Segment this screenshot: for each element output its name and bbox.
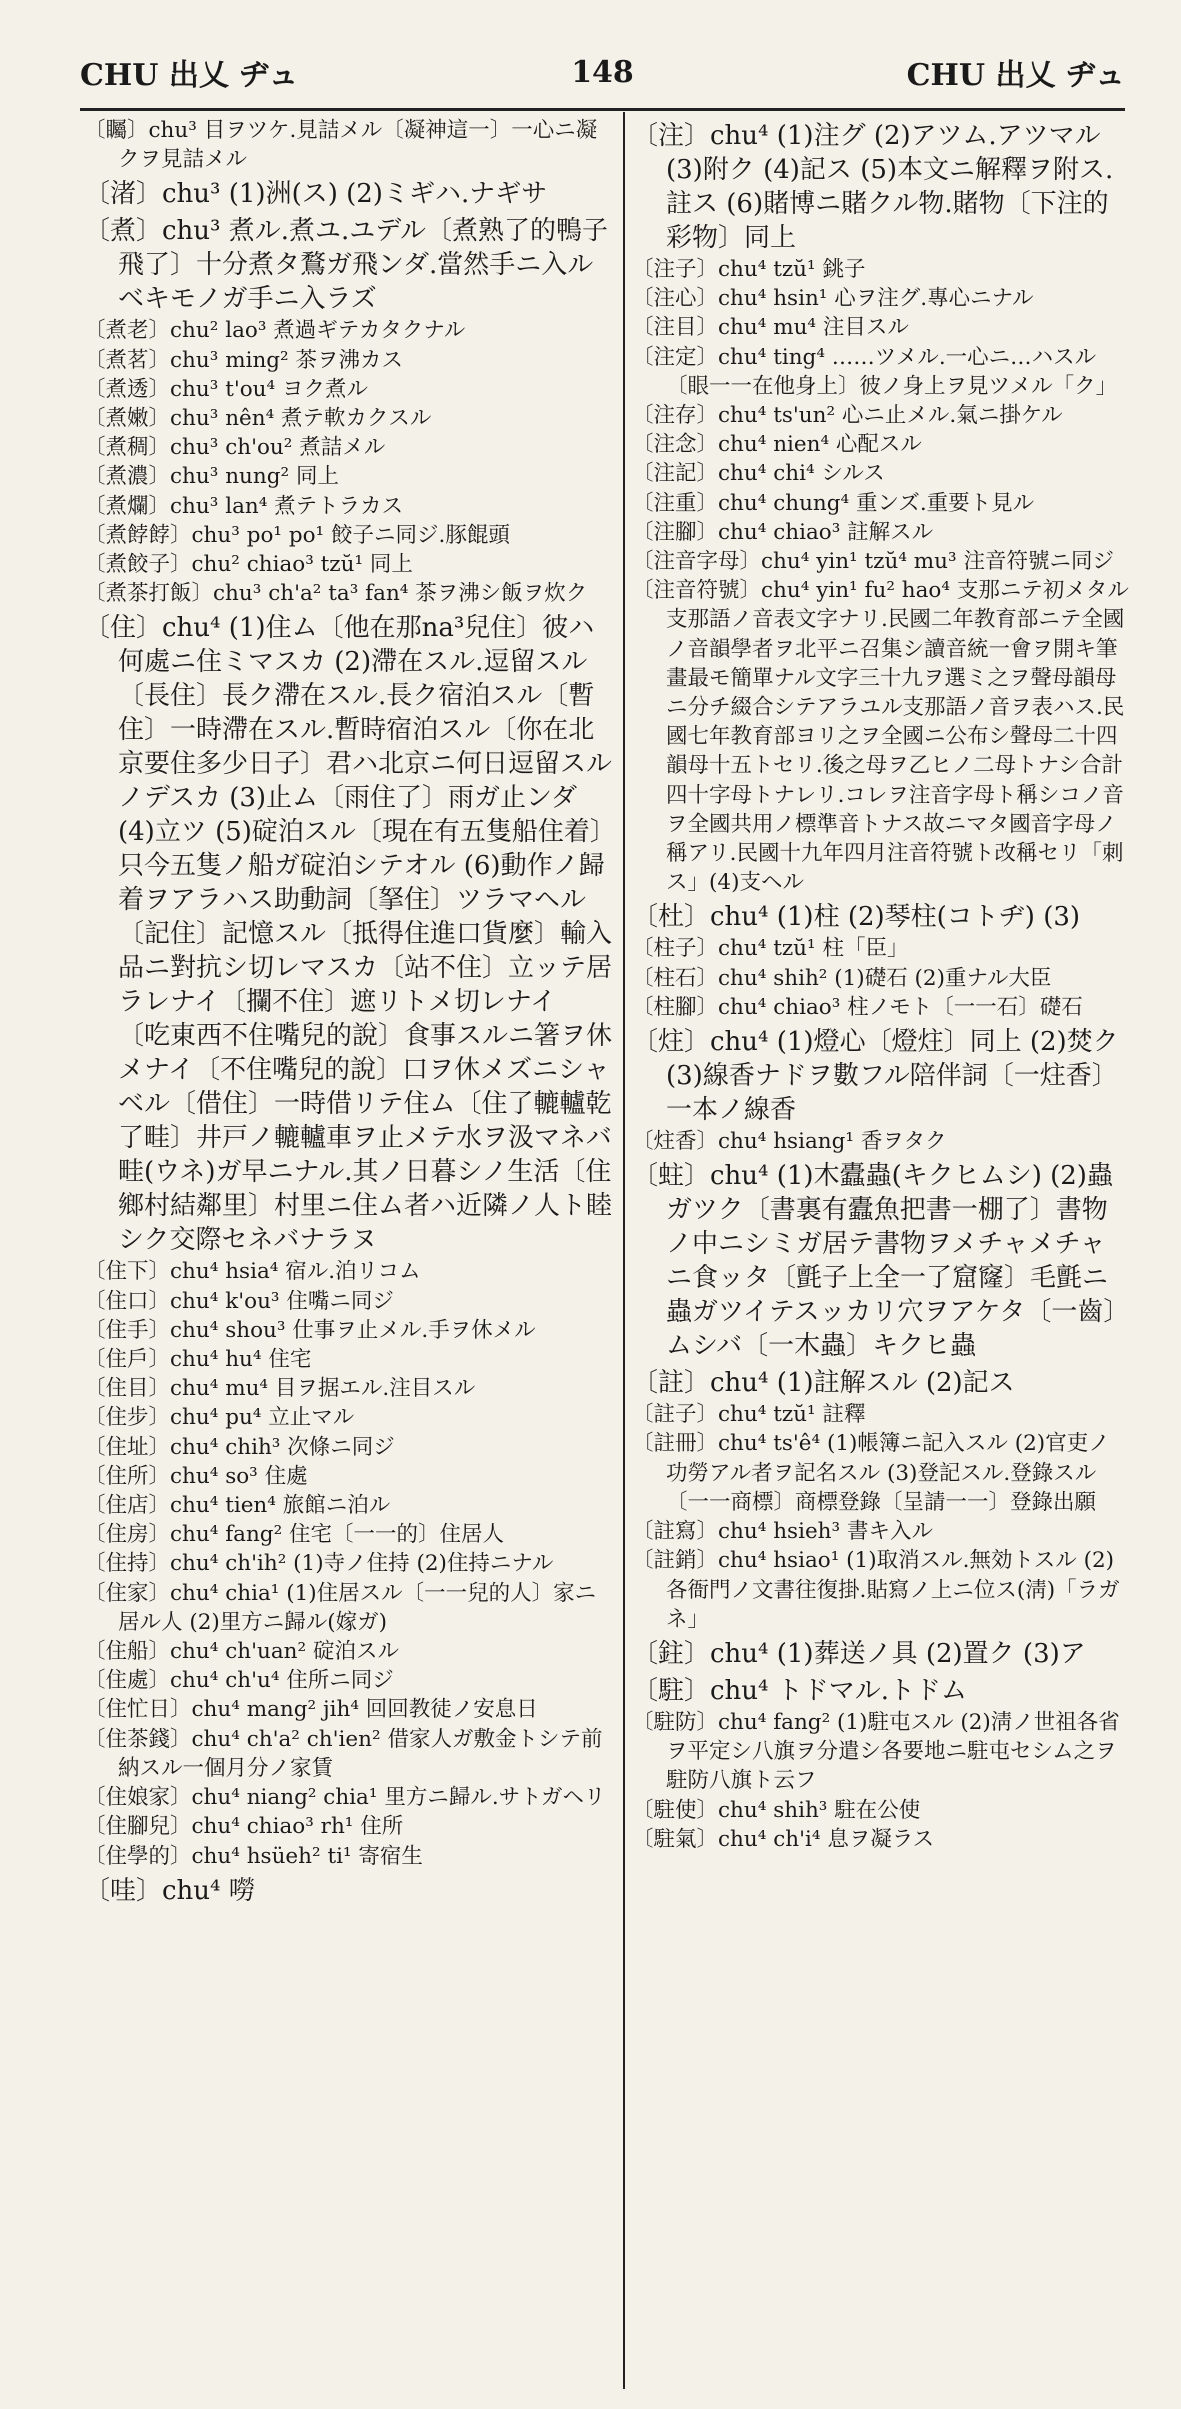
dictionary-entry: 〔注存〕chu⁴ ts'un² 心ニ止メル.氣ニ掛ケル — [632, 403, 1063, 429]
dictionary-entry: 〔注目〕chu⁴ mu⁴ 注目スル — [632, 315, 909, 341]
dictionary-entry: 〔住持〕chu⁴ ch'ih² (1)寺ノ住持 (2)住持ニナル — [84, 1551, 554, 1577]
dictionary-entry: 〔注心〕chu⁴ hsin¹ 心ヲ注グ.專心ニナル — [632, 286, 1034, 312]
dictionary-entry: 〔煮茗〕chu³ ming² 茶ヲ沸カス — [84, 347, 404, 373]
dictionary-entry: 〔住目〕chu⁴ mu⁴ 目ヲ据エル.注目スル — [84, 1376, 476, 1402]
dictionary-entry: 〔駐氣〕chu⁴ ch'i⁴ 息ヲ凝ラス — [632, 1826, 935, 1852]
dictionary-entry: 〔住下〕chu⁴ hsia⁴ 宿ル.泊リコム — [84, 1259, 421, 1285]
dictionary-entry: 〔住口〕chu⁴ k'ou³ 住嘴ニ同ジ — [84, 1288, 394, 1314]
dictionary-entry: 〔煮透〕chu³ t'ou⁴ ヨク煮ル — [84, 376, 368, 402]
dictionary-entry: 〔住所〕chu⁴ so³ 住處 — [84, 1463, 308, 1489]
dictionary-entry: 〔住娘家〕chu⁴ niang² chia¹ 里方ニ歸ル.サトガヘリ — [84, 1785, 606, 1811]
dictionary-entry: 〔煮茶打飯〕chu³ ch'a² ta³ fan⁴ 茶ヲ沸シ飯ヲ炊ク — [84, 581, 588, 607]
dictionary-entry: 〔注〕chu⁴ (1)注グ (2)アツム.アツマル (3)附ク (4)記ス (5)本文ニ解釋ヲ附ス.註ス (6)賭博ニ賭クル物.賭物〔下注的彩物〕同上 — [632, 121, 1114, 253]
dictionary-entry: 〔住腳兒〕chu⁴ chiao³ rh¹ 住所 — [84, 1814, 404, 1840]
dictionary-entry: 〔住手〕chu⁴ shou³ 仕事ヲ止メル.手ヲ休メル — [84, 1317, 536, 1343]
dictionary-entry: 〔住址〕chu⁴ chih³ 次條ニ同ジ — [84, 1434, 395, 1460]
dictionary-entry: 〔注音字母〕chu⁴ yin¹ tzŭ⁴ mu³ 注音符號ニ同ジ — [632, 549, 1114, 575]
page-header — [80, 42, 1125, 102]
dictionary-entry: 〔住家〕chu⁴ chia¹ (1)住居スル〔一一兒的人〕家ニ居ル人 (2)里方ニ歸ル(嫁ガ) — [84, 1580, 597, 1635]
dictionary-entry: 〔煮餃子〕chu² chiao³ tzŭ¹ 同上 — [84, 552, 413, 578]
dictionary-entry: 〔煮稠〕chu³ ch'ou² 煮詰メル — [84, 435, 386, 461]
dictionary-entry: 〔矚〕chu³ 目ヲツケ.見詰メル〔凝神這一〕一心ニ凝クヲ見詰メル — [84, 118, 598, 173]
dictionary-entry: 〔駐〕chu⁴ トドマル.トドム — [632, 1675, 968, 1706]
dictionary-entry: 〔注子〕chu⁴ tzŭ¹ 銚子 — [632, 257, 866, 282]
dictionary-entry: 〔渚〕chu³ (1)洲(ス) (2)ミギハ.ナギサ — [84, 179, 548, 210]
dictionary-entry: 〔住房〕chu⁴ fang² 住宅〔一一的〕住居人 — [84, 1522, 505, 1548]
dictionary-entry: 〔注重〕chu⁴ chung⁴ 重ンズ.重要ト見ル — [632, 490, 1035, 516]
dictionary-entry: 〔註冊〕chu⁴ ts'ê⁴ (1)帳簿ニ記入スル (2)官吏ノ功勞アル者ヲ記名スル (3)登記スル.登錄スル〔一一商標〕商標登錄〔呈請一一〕登錄出願 — [632, 1431, 1110, 1515]
dictionary-entry: 〔煮爛〕chu³ lan⁴ 煮テトラカス — [84, 493, 404, 519]
dictionary-entry: 〔住茶錢〕chu⁴ ch'a² ch'ien² 借家人ガ敷金トシテ前納スル一個月分ノ家賃 — [84, 1726, 603, 1781]
dictionary-entry: 〔註子〕chu⁴ tzŭ¹ 註釋 — [632, 1402, 866, 1428]
dictionary-entry: 〔住處〕chu⁴ ch'u⁴ 住所ニ同ジ — [84, 1668, 394, 1694]
dictionary-entry: 〔柱石〕chu⁴ shih² (1)礎石 (2)重ナル大臣 — [632, 965, 1052, 991]
page-number: 148 — [571, 54, 634, 90]
dictionary-entry: 〔注念〕chu⁴ nien⁴ 心配スル — [632, 432, 922, 458]
dictionary-entry: 〔柱子〕chu⁴ tzŭ¹ 柱「臣」 — [632, 936, 909, 962]
header-right: CHU 出乂 ヂュ — [906, 58, 1125, 93]
dictionary-entry: 〔住店〕chu⁴ tien⁴ 旅館ニ泊ル — [84, 1493, 391, 1519]
dictionary-entry: 〔註寫〕chu⁴ hsieh³ 書キ入ル — [632, 1519, 933, 1545]
dictionary-entry: 〔蛀〕chu⁴ (1)木蠹蟲(キクヒムシ) (2)蟲ガツク〔書裏有蠹魚把書一棚了〕書物ノ中ニシミガ居テ書物ヲメチャメチャニ食ッタ〔氈子上全一了窟窿〕毛氈ニ蟲ガツイテスッカリ穴ヲアケタ〔一齒〕ムシバ〔一木蟲〕キクヒ蟲 — [632, 1161, 1130, 1362]
dictionary-entry: 〔注音符號〕chu⁴ yin¹ fu² hao⁴ 支那ニテ初メタル支那語ノ音表文字ナリ.民國二年教育部ニテ全國ノ音韻學者ヲ北平ニ召集シ讀音統一會ヲ開キ筆畫最モ簡單ナル文字三十九ヲ選ミ之ヲ聲母韻母ニ分チ綴合シテアラユル支那語ノ音ヲ表ハス.民國七年教育部ヨリ之ヲ全國ニ公布シ聲母二十四韻母十五トセリ.後之母ヲ乙ヒノ二母トナシ合計四十字母トナレリ.コレヲ注音字母ト稱シコノ音ヲ全國共用ノ標準音トナス故ニマタ國音字母ノ稱アリ.民國十九年四月注音符號ト改稱セリ「刺ス」(4)支ヘル — [632, 578, 1129, 896]
dictionary-entry: 〔煮濃〕chu³ nung² 同上 — [84, 464, 339, 490]
dictionary-entry: 〔炷香〕chu⁴ hsiang¹ 香ヲタク — [632, 1129, 947, 1155]
dictionary-entry: 〔煮嫩〕chu³ nên⁴ 煮テ軟カクスル — [84, 406, 432, 432]
dictionary-entry: 〔煮〕chu³ 煮ル.煮ユ.ユデル〔煮熟了的鴨子飛了〕十分煮タ鶩ガ飛ンダ.當然手ニ入ルベキモノガ手ニ入ラズ — [84, 216, 608, 315]
dictionary-entry: 〔鉒〕chu⁴ (1)葬送ノ具 (2)置ク (3)ア — [632, 1638, 1086, 1669]
header-left: CHU 出乂 ヂュ — [80, 58, 299, 93]
dictionary-entry: 〔注腳〕chu⁴ chiao³ 註解スル — [632, 519, 934, 545]
dictionary-entry: 〔住船〕chu⁴ ch'uan² 碇泊スル — [84, 1639, 399, 1665]
dictionary-entry: 〔駐防〕chu⁴ fang² (1)駐屯スル (2)淸ノ世祖各省ヲ平定シ八旗ヲ分遣シ各要地ニ駐屯セシム之ヲ駐防八旗ト云フ — [632, 1709, 1120, 1794]
dictionary-entry: 〔注定〕chu⁴ ting⁴ ……ツメル.一心ニ…ハスル〔眼一一在他身上〕彼ノ身上ヲ見ツメル「ク」 — [632, 344, 1118, 399]
column-divider — [623, 112, 625, 2389]
dictionary-entry: 〔煮老〕chu² lao³ 煮過ギテカタクナル — [84, 318, 466, 344]
dictionary-entry: 〔住學的〕chu⁴ hsüeh² ti¹ 寄宿生 — [84, 1843, 423, 1869]
dictionary-entry: 〔炷〕chu⁴ (1)燈心〔燈炷〕同上 (2)焚ク (3)線香ナドヲ數フル陪伴詞〔一炷香〕一本ノ線香 — [632, 1027, 1119, 1126]
dictionary-entry: 〔注記〕chu⁴ chi⁴ シルス — [632, 461, 885, 487]
dictionary-entry: 〔註〕chu⁴ (1)註解スル (2)記ス — [632, 1368, 1015, 1399]
left-column — [84, 116, 614, 2386]
right-column — [632, 116, 1130, 2386]
dictionary-entry: 〔註銷〕chu⁴ hsiao¹ (1)取消スル.無効トスル (2)各衙門ノ文書往復掛.貼寫ノ上ニ位ス(淸)「ラガネ」 — [632, 1548, 1120, 1632]
dictionary-entry: 〔杜〕chu⁴ (1)柱 (2)琴柱(コトヂ) (3) — [632, 902, 1081, 933]
header-rule — [80, 108, 1125, 111]
dictionary-entry: 〔住〕chu⁴ (1)住ム〔他在那na³兒住〕彼ハ何處ニ住ミマスカ (2)滯在スル.逗留スル〔長住〕長ク滯在スル.長ク宿泊スル〔暫住〕一時滯在スル.暫時宿泊スル〔你在北京要住多少日子〕君ハ北京ニ何日逗留スルノデスカ (3)止ム〔雨住了〕雨ガ止ンダ (4)立ツ (5)碇泊スル〔現在有五隻船住着〕只今五隻ノ船ガ碇泊シテオル (6)動作ノ歸着ヲアラハス助動詞〔拏住〕ツラマヘル〔記住〕記憶スル〔抵得住進口貨麼〕輸入品ニ對抗シ切レマスカ〔站不住〕立ッテ居ラレナイ〔攔不住〕遮リトメ切レナイ 〔吃東西不住嘴兒的說〕食事スルニ箸ヲ休メナイ〔不住嘴兒的說〕口ヲ休メズニシャベル〔借住〕一時借リテ住ム〔住了轆轤乾了畦〕井戸ノ轆轤車ヲ止メテ水ヲ汲マネバ畦(ウネ)ガ早ニナル.其ノ日暮シノ生活〔住鄉村結鄰里〕村里ニ住ム者ハ近隣ノ人ト睦シク交際セネバナラヌ — [84, 613, 613, 1256]
dictionary-entry: 〔住戶〕chu⁴ hu⁴ 住宅 — [84, 1347, 312, 1373]
dictionary-entry: 〔住忙日〕chu⁴ mang² jih⁴ 回回教徒ノ安息日 — [84, 1697, 538, 1723]
dictionary-entry: 〔哇〕chu⁴ 嘮 — [84, 1875, 255, 1906]
dictionary-entry: 〔住步〕chu⁴ pu⁴ 立止マル — [84, 1405, 355, 1431]
dictionary-entry: 〔煮餑餑〕chu³ po¹ po¹ 餃子ニ同ジ.豚餛頭 — [84, 522, 510, 548]
dictionary-entry: 〔柱腳〕chu⁴ chiao³ 柱ノモト〔一一石〕礎石 — [632, 994, 1083, 1020]
dictionary-entry: 〔駐使〕chu⁴ shih³ 駐在公使 — [632, 1797, 921, 1823]
